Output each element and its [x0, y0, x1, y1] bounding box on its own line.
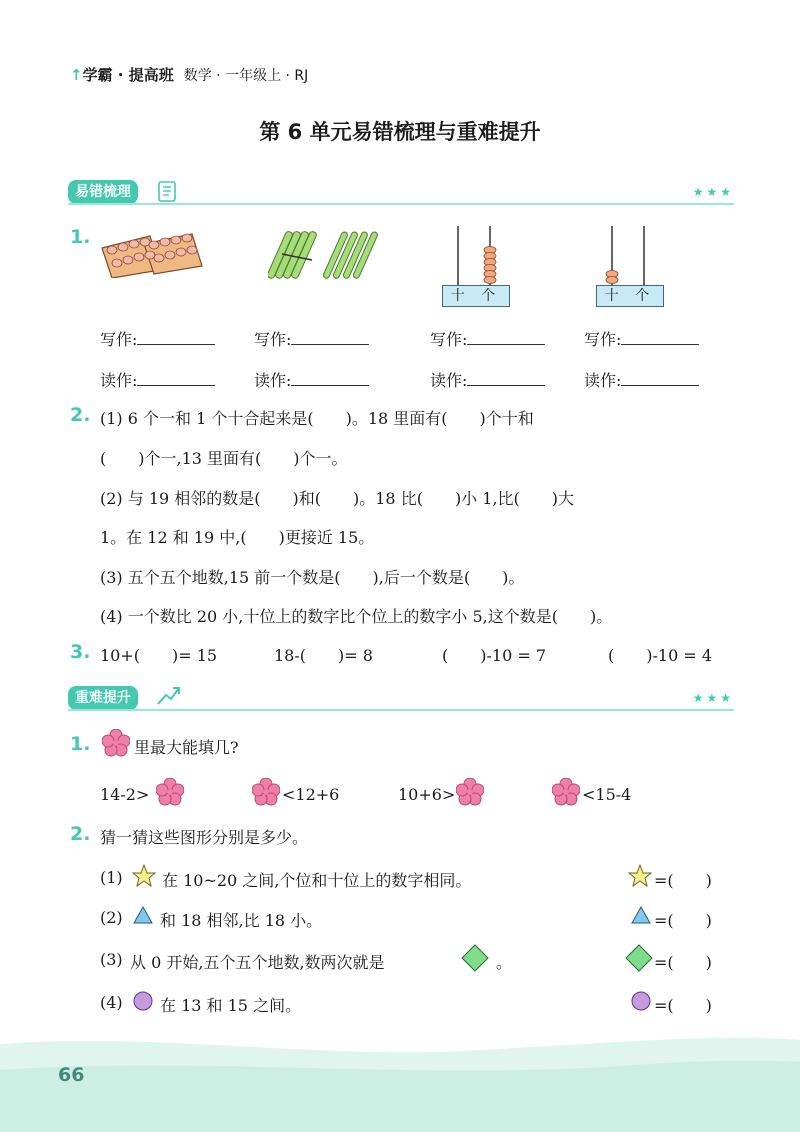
equation: 18-( )= 8 [274, 646, 373, 665]
diamond-icon [460, 943, 490, 973]
answer-slot: =( ) [654, 911, 712, 930]
read-field-3[interactable]: 读作: [430, 368, 545, 391]
diamond-icon [624, 943, 654, 973]
triangle-icon [630, 905, 652, 925]
footer-wave [0, 1030, 800, 1132]
subject-label: 数学 · 一年级上 · RJ [183, 68, 309, 84]
series-name: 学霸 · 提高班 [82, 66, 174, 84]
circle-icon [132, 990, 154, 1012]
up-arrow-icon: ↑ [70, 66, 83, 84]
circle-icon [630, 990, 652, 1012]
compare-item: <15-4 [582, 785, 632, 804]
q2-line: (1) 6 个一和 1 个十合起来是( )。18 里面有( )个十和 [100, 409, 534, 428]
page-title: 第 6 单元易错梳理与重难提升 [259, 120, 541, 144]
r2-prefix: (1) [100, 868, 123, 887]
compare-item: <12+6 [282, 785, 340, 804]
flower-icon [552, 778, 580, 806]
book-icon [158, 181, 178, 203]
section-tag-difficult: 重难提升 [68, 686, 138, 710]
section-tag-mistakes: 易错梳理 [68, 180, 138, 204]
flower-icon [102, 729, 130, 757]
equation: ( )-10 = 4 [608, 646, 713, 665]
read-field-2[interactable]: 读作: [254, 368, 369, 391]
write-field-4[interactable]: 写作: [584, 327, 699, 350]
write-field-2[interactable]: 写作: [254, 327, 369, 350]
difficulty-stars: ★★★ [692, 691, 734, 705]
compare-item: 14-2> [100, 785, 150, 804]
trend-arrow-icon [156, 684, 182, 706]
q2-line: (3) 五个五个地数,15 前一个数是( ),后一个数是( )。 [100, 568, 525, 587]
running-header [70, 64, 308, 85]
compare-item: 10+6> [398, 785, 456, 804]
abacus-label-1: 十 个 [442, 285, 510, 307]
r2-text: 和 18 相邻,比 18 小。 [160, 911, 323, 930]
r2-end: 。 [496, 953, 513, 972]
equation: 10+( )= 15 [100, 646, 218, 665]
flower-icon [252, 778, 280, 806]
page-number: 66 [58, 1064, 85, 1086]
stick-bundles-illustration [268, 226, 386, 284]
r2-prefix: (2) [100, 908, 123, 927]
flower-icon [456, 778, 484, 806]
r2-prefix: (3) [100, 950, 123, 969]
q2-line: (4) 一个数比 20 小,十位上的数字比个位上的数字小 5,这个数是( )。 [100, 607, 613, 626]
write-field-3[interactable]: 写作: [430, 327, 545, 350]
r2-text: 从 0 开始,五个五个地数,数两次就是 [130, 953, 385, 972]
question-number: 2. [70, 404, 91, 426]
difficulty-stars: ★★★ [692, 185, 734, 199]
read-field-4[interactable]: 读作: [584, 368, 699, 391]
triangle-icon [132, 905, 154, 925]
answer-slot: =( ) [654, 871, 712, 890]
answer-slot: =( ) [654, 953, 712, 972]
star-icon [628, 864, 652, 888]
egg-tray-illustration [98, 230, 208, 278]
flower-icon [156, 778, 184, 806]
write-field-1[interactable]: 写作: [100, 327, 215, 350]
question-number: 1. [70, 226, 91, 248]
question-number: 1. [70, 733, 91, 755]
r2-text: 在 10~20 之间,个位和十位上的数字相同。 [162, 871, 472, 890]
equation: ( )-10 = 7 [442, 646, 547, 665]
r2-text: 在 13 和 15 之间。 [160, 996, 302, 1015]
r1-prompt: 里最大能填几? [134, 738, 239, 757]
q2-line: (2) 与 19 相邻的数是( )和( )。18 比( )小 1,比( )大 [100, 489, 575, 508]
read-field-1[interactable]: 读作: [100, 368, 215, 391]
abacus-2 [598, 224, 666, 288]
section-divider [68, 203, 734, 205]
q2-line: 1。在 12 和 19 中,( )更接近 15。 [100, 528, 375, 547]
question-number: 2. [70, 823, 91, 845]
section-divider [68, 709, 734, 711]
abacus-1 [444, 224, 512, 288]
answer-slot: =( ) [654, 996, 712, 1015]
r2-prefix: (4) [100, 993, 123, 1012]
abacus-label-2: 十 个 [596, 285, 664, 307]
q2-line: ( )个一,13 里面有( )个一。 [100, 449, 348, 468]
r2-prompt: 猜一猜这些图形分别是多少。 [100, 828, 309, 847]
star-icon [132, 864, 156, 888]
question-number: 3. [70, 641, 91, 663]
